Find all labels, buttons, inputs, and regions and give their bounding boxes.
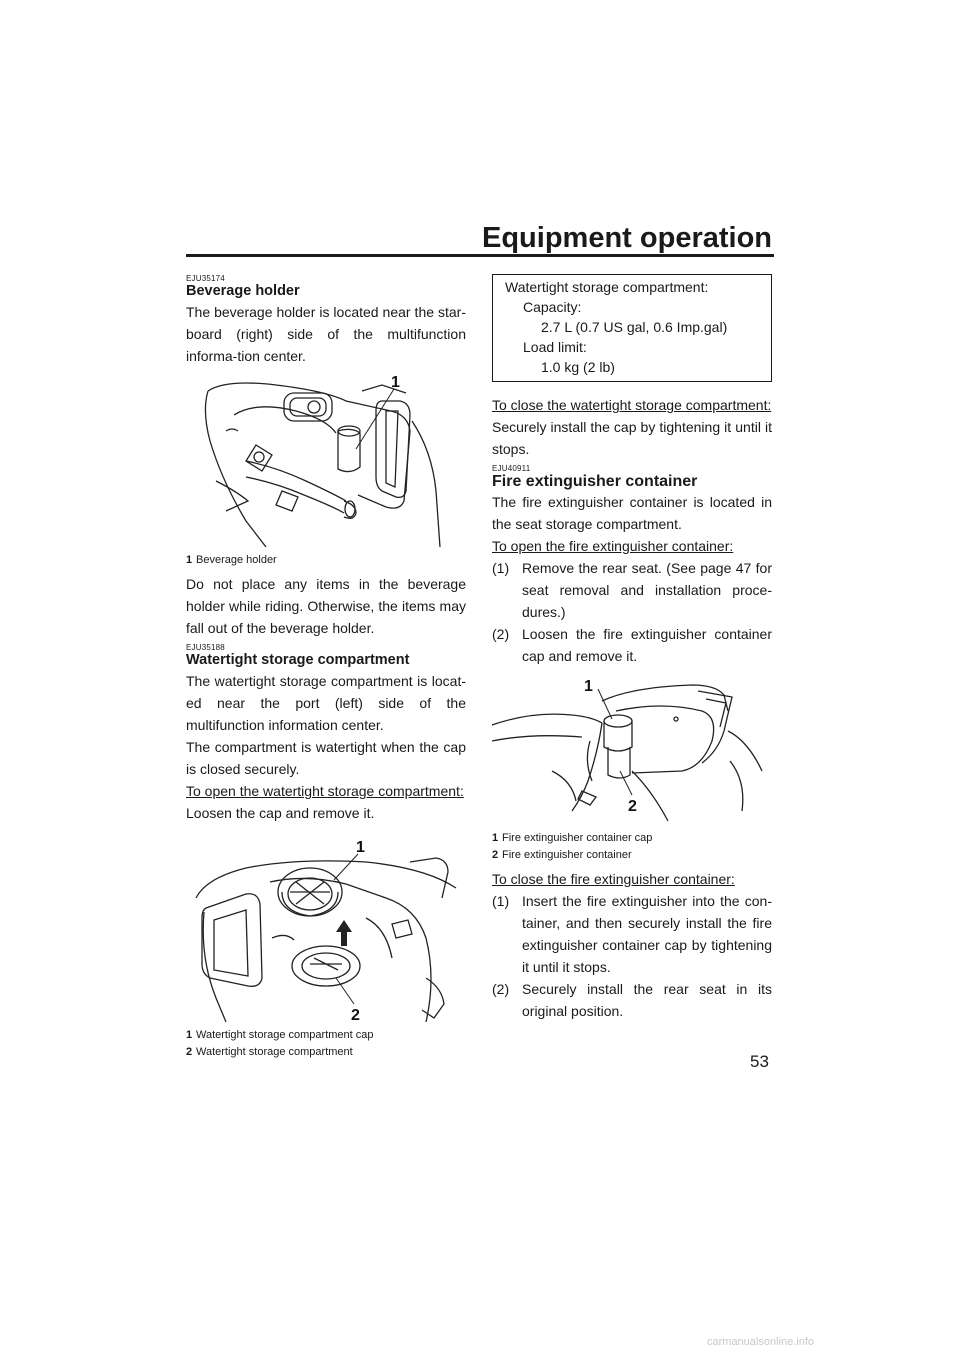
right-column [492,274,772,1022]
beverage-heading: Beverage holder [186,283,300,299]
fire-callout-1: 1 [584,678,593,695]
fire-extinguisher-illustration [492,671,772,825]
close-watertight-text: Securely install the cap by tightening it until it stops. [492,419,772,457]
spec-title: Watertight storage compartment: [505,279,709,295]
spec-capacity-value: 2.7 L (0.7 US gal, 0.6 Imp.gal) [541,319,728,335]
watertight-callout-2: 2 [351,1007,360,1022]
list-item: (2) Loosen the fire extinguisher container cap and remove it. [492,626,772,664]
beverage-caption: 1 Beverage holder [186,554,277,566]
watertight-callout-1: 1 [356,839,365,856]
close-watertight-title: To close the watertight storage compartment: [492,397,772,413]
fire-open-title: To open the fire extinguisher container: [492,538,734,554]
watertight-open-title: To open the watertight storage compartment: [186,783,464,799]
watertight-heading: Watertight storage compartment [186,652,410,668]
list-item: (1) Insert the fire extinguisher into the con-tainer, and then securely install the fire extinguisher container cap by tightening it until it stops. [492,893,772,975]
watertight-p2: The compartment is watertight when the cap is closed securely. [186,739,466,777]
watertight-caption-1: 1 Watertight storage compartment cap [186,1029,374,1041]
section-code: EJU35188 [186,643,225,652]
watertight-figure [186,828,466,1061]
section-code: EJU40911 [492,464,531,473]
list-item: (1) Remove the rear seat. (See page 47 for seat removal and installation proce-dures.) [492,560,772,620]
fire-figure [492,671,772,864]
header-rule [186,254,774,257]
beverage-holder-illustration [186,371,466,547]
watertight-p1: The watertight storage compartment is locat-ed near the port (left) side of the multifunction information center. [186,673,466,733]
page-number: 53 [750,1052,769,1071]
beverage-intro: The beverage holder is located near the star-board (right) side of the multifunction informa-tion center. [186,304,466,364]
page-title: Equipment operation [482,222,772,254]
fire-callout-2: 2 [628,798,637,815]
section-code: EJU35174 [186,274,225,283]
watermark: carmanualsonline.info [707,1336,815,1348]
list-item: (2) Securely install the rear seat in its original position. [492,981,772,1019]
fire-open-steps [492,557,772,667]
spec-box [492,274,772,382]
fire-heading: Fire extinguisher container [492,473,698,490]
beverage-note: Do not place any items in the beverage holder while riding. Otherwise, the items may fall out of the beverage holder. [186,576,466,636]
fire-close-title: To close the fire extinguisher container: [492,871,735,887]
fire-close-steps [492,890,772,1022]
fire-caption-2: 2 Fire extinguisher container [492,849,632,861]
beverage-figure [186,371,466,569]
left-column [186,274,466,1061]
spec-load-label: Load limit: [523,339,587,355]
watertight-open-text: Loosen the cap and remove it. [186,805,375,821]
fire-intro: The fire extinguisher container is located in the seat storage compartment. [492,494,772,532]
watertight-caption-2: 2 Watertight storage compartment [186,1046,353,1058]
watertight-compartment-illustration [186,828,466,1022]
fire-caption-1: 1 Fire extinguisher container cap [492,832,653,844]
spec-capacity-label: Capacity: [523,299,582,315]
spec-load-value: 1.0 kg (2 lb) [541,359,615,375]
beverage-callout-1: 1 [391,374,400,391]
